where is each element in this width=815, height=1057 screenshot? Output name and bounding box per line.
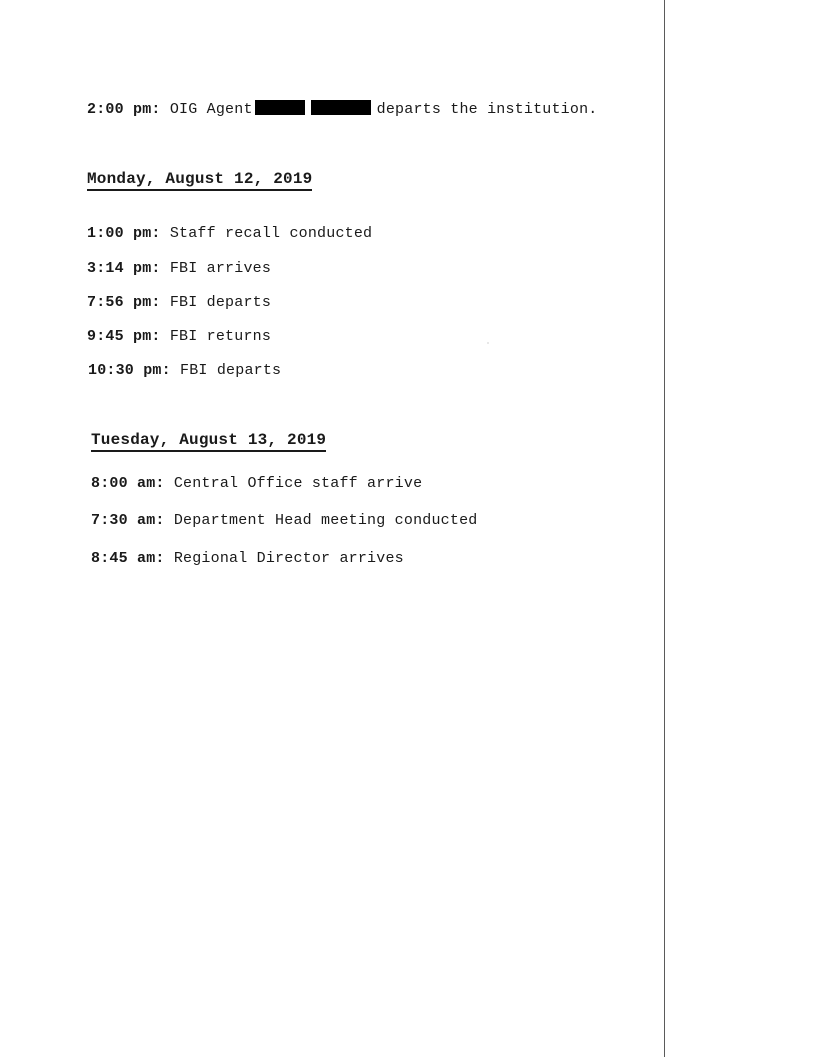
scan-speck [487,342,489,344]
section-heading-tuesday: Tuesday, August 13, 2019 [91,431,326,452]
section-heading-monday: Monday, August 12, 2019 [87,170,312,191]
entry-text: Regional Director arrives [173,550,404,567]
timeline-entry: 7:56 pm: FBI departs [87,294,272,311]
entry-time: 8:45 am [91,550,156,567]
timeline-entry: 3:14 pm: FBI arrives [87,260,272,277]
page-right-edge [664,0,665,1057]
entry-time: 1:00 pm [87,225,152,242]
entry-time: 7:56 pm [87,294,152,311]
entry-time: 10:30 pm [88,362,162,379]
entry-text: Staff recall conducted [169,225,373,242]
entry-time: 3:14 pm [87,260,152,277]
timeline-entry: 7:30 am: Department Head meeting conducted [91,512,478,529]
timeline-entry: 10:30 pm: FBI departs [88,362,282,379]
entry-time: 2:00 pm [87,101,152,118]
entry-text: OIG Agent [169,101,253,118]
timeline-entry: 2:00 pm: OIG Agent departs the institution. [87,101,598,118]
entry-text: Department Head meeting conducted [173,512,478,529]
timeline-entry: 8:00 am: Central Office staff arrive [91,475,423,492]
timeline-entry: 8:45 am: Regional Director arrives [91,550,404,567]
entry-text: FBI departs [169,294,272,311]
entry-text: FBI returns [169,328,272,345]
redaction-block [255,100,305,115]
timeline-entry: 9:45 pm: FBI returns [87,328,272,345]
entry-text: FBI arrives [169,260,272,277]
entry-time: 9:45 pm [87,328,152,345]
entry-text: departs the institution. [376,101,598,118]
entry-text: FBI departs [180,362,282,379]
timeline-entry: 1:00 pm: Staff recall conducted [87,225,373,242]
redaction-block [311,100,371,115]
entry-time: 7:30 am [91,512,156,529]
entry-text: Central Office staff arrive [173,475,423,492]
entry-time: 8:00 am [91,475,156,492]
